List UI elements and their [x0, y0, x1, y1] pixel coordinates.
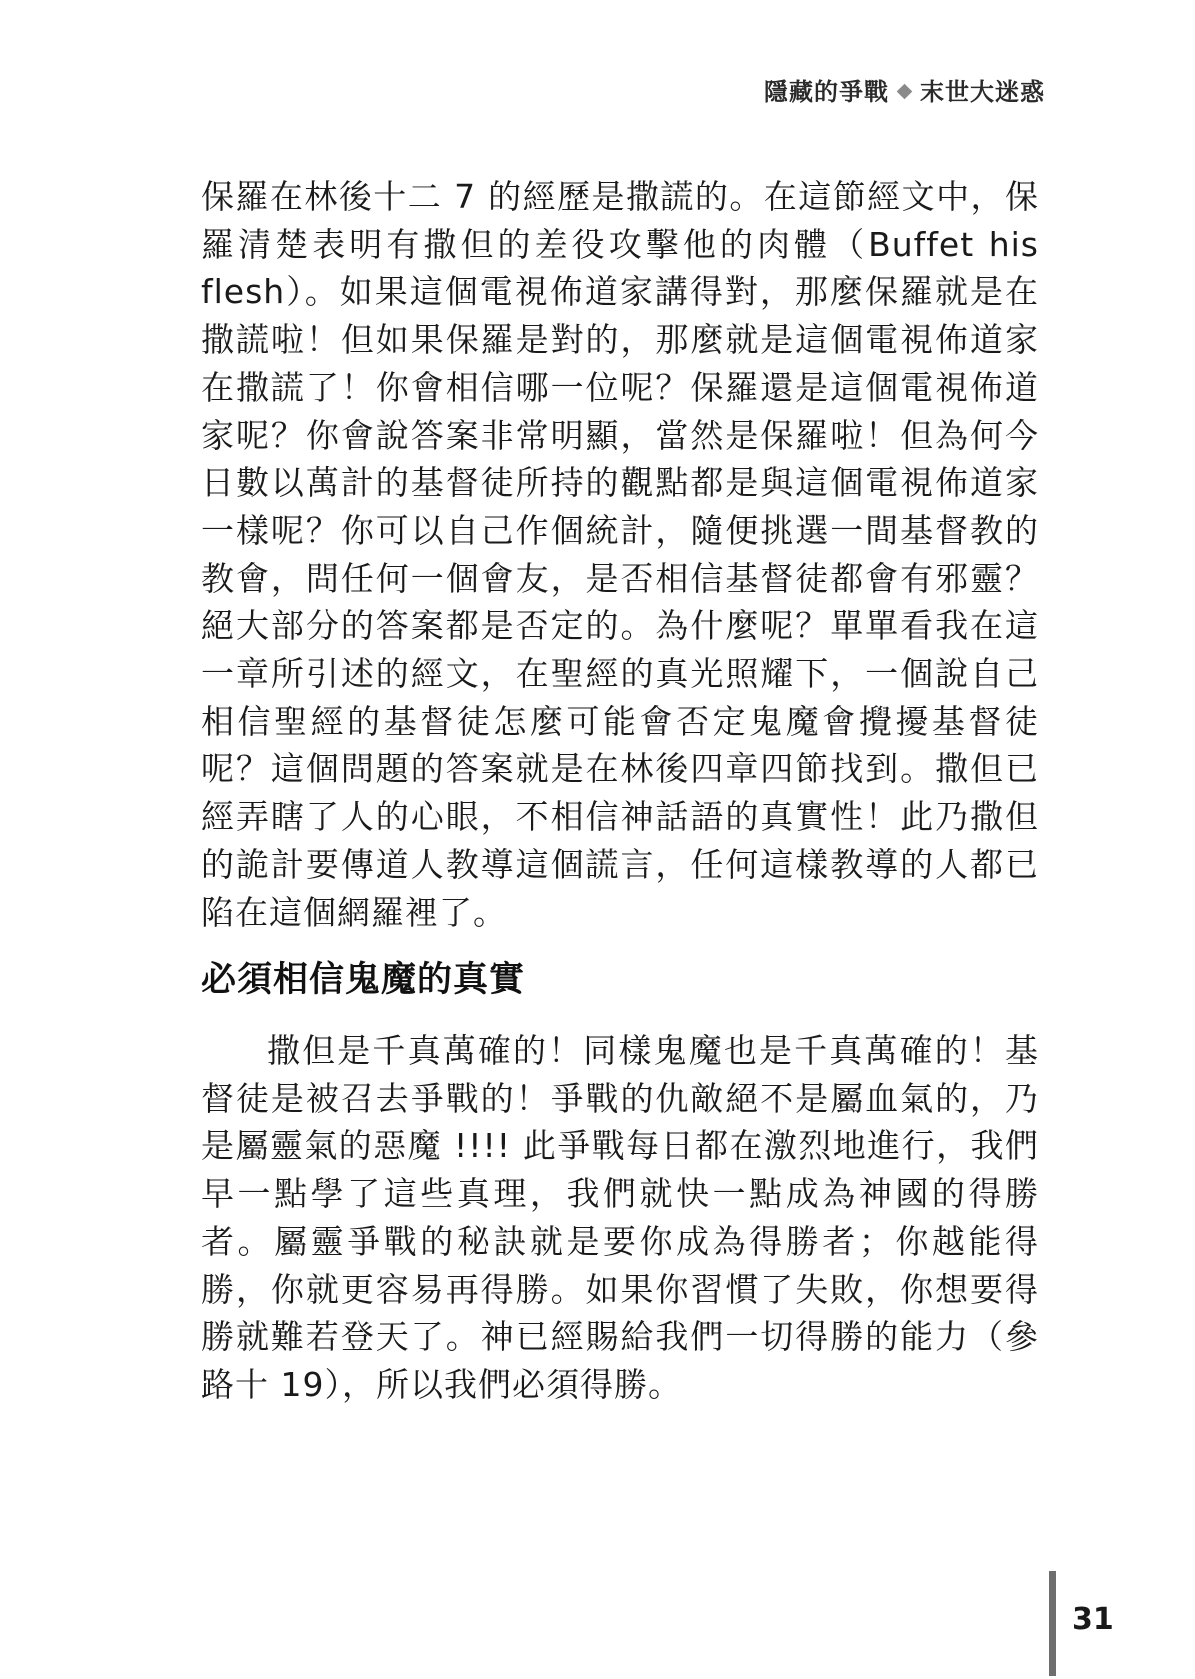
page-number-rule: [1049, 1571, 1056, 1676]
page-number: 31: [1072, 1602, 1114, 1637]
running-header: [764, 72, 1045, 107]
body-paragraph-2: 撒但是千真萬確的！同樣鬼魔也是千真萬確的！基督徒是被召去爭戰的！爭戰的仇敵絕不是屬血氣的，乃是屬靈氣的惡魔 !!!! 此爭戰每日都在激烈地進行，我們早一點學了這些真理，我們就快一點成為神國的得勝者。屬靈爭戰的秘訣就是要你成為得勝者；你越能得勝，你就更容易再得勝。如果你習慣了失敗，你想要得勝就難若登天了。神已經賜給我們一切得勝的能力（參路十 19），所以我們必須得勝。: [201, 1031, 1039, 1404]
header-book-title: 隱藏的爭戰: [764, 78, 889, 106]
body-paragraph-1: 保羅在林後十二 7 的經歷是撒謊的。在這節經文中，保羅清楚表明有撒但的差役攻擊他的肉體（Buffet his flesh）。如果這個電視佈道家講得對，那麼保羅就是在撒謊啦！但如果保羅是對的，那麼就是這個電視佈道家在撒謊了！你會相信哪一位呢？保羅還是這個電視佈道家呢？你會說答案非常明顯，當然是保羅啦！但為何今日數以萬計的基督徒所持的觀點都是與這個電視佈道家一樣呢？你可以自己作個統計，隨便挑選一間基督教的教會，問任何一個會友，是否相信基督徒都會有邪靈？絕大部分的答案都是否定的。為什麼呢？單單看我在這一章所引述的經文，在聖經的真光照耀下，一個說自己相信聖經的基督徒怎麼可能會否定鬼魔會攪擾基督徒呢？這個問題的答案就是在林後四章四節找到。撒但已經弄瞎了人的心眼，不相信神話語的真實性！此乃撒但的詭計要傳道人教導這個謊言，任何這樣教導的人都已陷在這個網羅裡了。: [201, 177, 1039, 932]
header-subtitle: 末世大迷惑: [920, 78, 1045, 106]
section-heading: 必須相信鬼魔的真實: [201, 960, 526, 1000]
diamond-separator-icon: [897, 84, 913, 100]
